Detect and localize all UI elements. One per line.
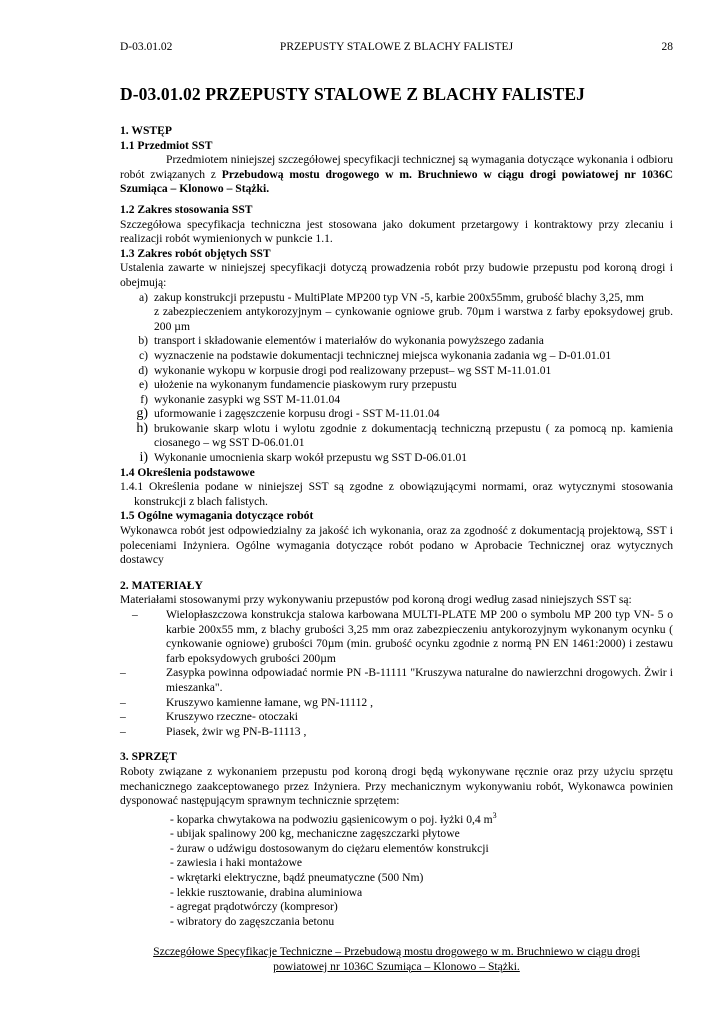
list-item-text: Wielopłaszczowa konstrukcja stalowa karbowana MULTI-PLATE MP 200 o symbolu MP 200 typ VN- 5 o karbie 200x55 mm, z blachy grubości 3,25 mm oraz zabezpieczeniu antykorozyjnym wykonanym ocynku ( cynkowanie ogniowe) grubości 70µm (min. grubość ocynku zgodnie z normą PN EN 1461:2000) i zestawu farb epoksydowych grubości 200µm bbox=[166, 608, 673, 665]
footer-line-1: Szczegółowe Specyfikacje Techniczne – Przebudową mostu drogowego w m. Bruchniewo w ciągu drogi bbox=[153, 945, 640, 958]
section-3-heading: 3. SPRZĘT bbox=[120, 750, 177, 764]
page-header bbox=[120, 40, 673, 55]
list-item bbox=[120, 364, 673, 379]
dash-marker: – bbox=[132, 608, 138, 621]
list-item-text: brukowanie skarp wlotu i wylotu zgodnie z dokumentacją techniczną przepustu ( za pomocą np. kamienia ciosanego – wg SST D-06.01.01 bbox=[154, 421, 673, 450]
section-1-heading: 1. WSTĘP bbox=[120, 124, 172, 137]
subsection-1-3-text: Ustalenia zawarte w niniejszej specyfikacji dotyczą prowadzenia robót przy budowie przepustu pod koroną drogi i obejmują: bbox=[120, 261, 673, 289]
list-item bbox=[120, 710, 673, 725]
list-item bbox=[120, 393, 673, 408]
list-item-text: Kruszywo rzeczne- otoczaki bbox=[166, 710, 298, 724]
list-item bbox=[120, 378, 673, 393]
subsection-1-1-text-bold: Przebudową mostu drogowego w m. Bruchniewo w ciągu drogi powiatowej nr 1036C Szumiąca – Klonowo – Stążki. bbox=[120, 167, 673, 196]
subsection-1-3-heading: 1.3 Zakres robót objętych SST bbox=[120, 246, 271, 260]
list-item-text: wykonanie zasypki wg SST M-11.01.04 bbox=[154, 392, 341, 406]
list-item-text-main: zakup konstrukcji przepustu - MultiPlate MP200 typ VN -5, karbie 200x55mm, grubość blachy 3,25, mm bbox=[154, 290, 644, 304]
superscript: 3 bbox=[492, 810, 497, 820]
list-item-text: - koparka chwytakowa na podwoziu gąsienicowym o poj. łyżki 0,4 m bbox=[170, 812, 493, 826]
list-item bbox=[120, 666, 673, 695]
section-3-intro: Roboty związane z wykonaniem przepustu pod koroną drogi będą wykonywane ręcznie oraz przy użyciu sprzętu mechanicznego zaakceptowanego przez Inżyniera. Przy mechanicznym wykonywaniu robót, Wykonawca powinien dysponować następującym sprawnym technicznie sprzętem: bbox=[120, 764, 673, 808]
list-item: - zawiesia i haki montażowe bbox=[170, 856, 302, 870]
list-item bbox=[120, 422, 673, 451]
list-item bbox=[120, 725, 673, 740]
list-item bbox=[120, 334, 673, 349]
subsection-1-2-text: Szczegółowa specyfikacja techniczna jest stosowana jako dokument przetargowy i kontraktowy przy zlecaniu i realizacji robót wymienionych w punkcie 1.1. bbox=[120, 217, 673, 246]
list-item bbox=[120, 608, 673, 666]
scope-list bbox=[120, 291, 673, 466]
list-item bbox=[120, 696, 673, 711]
subsection-1-5-heading: 1.5 Ogólne wymagania dotyczące robót bbox=[120, 509, 314, 523]
list-item-text: uformowanie i zagęszczenie korpusu drogi - SST M-11.01.04 bbox=[154, 407, 440, 421]
dash-marker: – bbox=[120, 710, 126, 724]
list-item-text-cont: z zabezpieczeniem antykorozyjnym – cynkowanie ogniowe grub. 70µm i warstwa z farby epoksydowej grub. 200 µm bbox=[154, 305, 673, 333]
list-item-text: Wykonanie umocnienia skarp wokół przepustu wg SST D-06.01.01 bbox=[154, 451, 468, 465]
list-item-text bbox=[154, 291, 673, 335]
list-item: - wibratory do zagęszczania betonu bbox=[170, 914, 335, 928]
document-body bbox=[120, 124, 673, 929]
list-item: - agregat prądotwórczy (kompresor) bbox=[170, 900, 338, 914]
list-item bbox=[120, 407, 673, 422]
list-item-text: wyznaczenie na podstawie dokumentacji technicznej miejsca wykonania zadania wg – D-01.01.01 bbox=[154, 348, 612, 362]
dash-marker: – bbox=[120, 695, 126, 709]
header-doc-code: D-03.01.02 bbox=[120, 41, 173, 53]
section-2-heading: 2. MATERIAŁY bbox=[120, 578, 203, 592]
footer-line-2: powiatowej nr 1036C Szumiąca – Klonowo – Stążki. bbox=[273, 959, 520, 973]
dash-marker: – bbox=[120, 666, 126, 680]
list-item: - żuraw o udźwigu dostosowanym do ciężaru elementów konstrukcji bbox=[170, 841, 489, 855]
list-marker: a) bbox=[138, 290, 148, 304]
subsection-1-1-text-a: Przedmiotem niniejszej szczegółowej specyfikacji technicznej są wymagania dotyczące wykonania i odbioru robót związanych z bbox=[120, 153, 673, 181]
list-marker: b) bbox=[138, 334, 148, 348]
list-marker: g) bbox=[136, 406, 148, 422]
subsection-1-1-heading: 1.1 Przedmiot SST bbox=[120, 138, 213, 152]
list-item-text: Piasek, żwir wg PN-B-11113 , bbox=[166, 724, 307, 738]
list-item-text: Zasypka powinna odpowiadać normie PN -B-11111 "Kruszywa naturalne do nawierzchni drogowych. Żwir i mieszanka". bbox=[166, 666, 673, 694]
list-item: - wkrętarki elektryczne, bądź pneumatyczne (500 Nm) bbox=[170, 870, 424, 884]
list-item bbox=[120, 291, 673, 335]
list-item-text: wykonanie wykopu w korpusie drogi pod realizowany przepust– wg SST M-11.01.01 bbox=[154, 363, 552, 377]
subsection-1-5-text: Wykonawca robót jest odpowiedzialny za jakość ich wykonania, oraz za zgodność z dokumentacją projektową, SST i poleceniami Inżyniera. Ogólne wymagania dotyczące robót podano w Aprobacie Technicznej oraz wytycznych dostawcy bbox=[120, 524, 673, 567]
list-item bbox=[120, 349, 673, 364]
list-marker: f) bbox=[140, 392, 148, 406]
list-marker: h) bbox=[136, 420, 148, 436]
page-number: 28 bbox=[661, 41, 673, 53]
list-marker: c) bbox=[138, 348, 148, 362]
subsection-1-1-text bbox=[120, 153, 673, 197]
header-title: PRZEPUSTY STALOWE Z BLACHY FALISTEJ bbox=[279, 41, 514, 53]
subsection-1-4-heading: 1.4 Określenia podstawowe bbox=[120, 465, 255, 479]
dash-marker: – bbox=[120, 724, 126, 738]
list-marker: e) bbox=[138, 378, 148, 392]
materials-list-aggregates bbox=[120, 696, 673, 740]
list-item bbox=[170, 809, 673, 827]
list-marker: d) bbox=[138, 363, 148, 377]
list-item bbox=[120, 451, 673, 466]
section-2-intro: Materiałami stosowanymi przy wykonywaniu przepustów pod koroną drogi według zasad niniejszych SST są: bbox=[120, 593, 632, 607]
equipment-list bbox=[120, 809, 673, 930]
materials-list-primary bbox=[120, 608, 673, 666]
document-title: D-03.01.02 PRZEPUSTY STALOWE Z BLACHY FALISTEJ bbox=[120, 84, 586, 104]
subsection-1-2-heading: 1.2 Zakres stosowania SST bbox=[120, 202, 253, 216]
list-item: - ubijak spalinowy 200 kg, mechaniczne zagęszczarki płytowe bbox=[170, 827, 460, 841]
list-item-text: transport i składowanie elementów i materiałów do wykonania powyższego zadania bbox=[154, 334, 544, 348]
materials-list-zasypka bbox=[120, 666, 673, 695]
list-marker: i) bbox=[139, 450, 148, 466]
list-item-text: ułożenie na wykonanym fundamencie piaskowym rury przepustu bbox=[154, 378, 457, 392]
page-footer bbox=[120, 945, 673, 974]
list-item: - lekkie rusztowanie, drabina aluminiowa bbox=[170, 885, 363, 899]
list-item-text: Kruszywo kamienne łamane, wg PN-11112 , bbox=[166, 695, 374, 709]
subsection-1-4-text: 1.4.1 Określenia podane w niniejszej SST są zgodne z obowiązującymi normami, oraz wytycznymi stosowania konstrukcji z blach falistych. bbox=[120, 480, 673, 508]
